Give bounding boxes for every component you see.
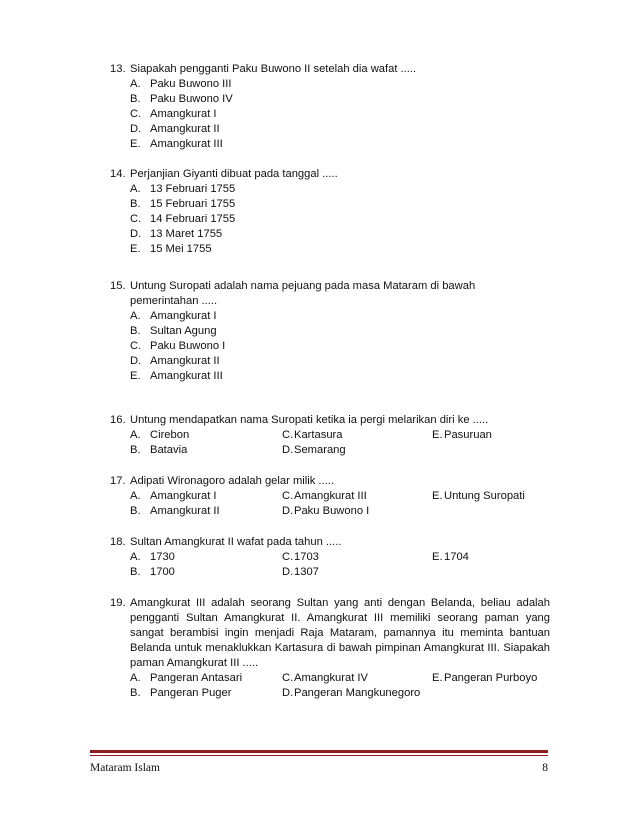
option-b bbox=[130, 565, 282, 580]
option-label: B. bbox=[130, 444, 141, 456]
option-c bbox=[282, 428, 432, 443]
option-label: D. bbox=[282, 687, 294, 699]
option-text: 1704 bbox=[444, 551, 469, 563]
option-text: Amangkurat II bbox=[150, 355, 220, 367]
option-label: C. bbox=[282, 429, 294, 441]
option-label: C. bbox=[282, 551, 294, 563]
option-a bbox=[130, 309, 550, 324]
option-c bbox=[130, 212, 550, 227]
option-text: Kartasura bbox=[294, 429, 343, 441]
option-text: Pangeran Puger bbox=[150, 687, 232, 699]
option-d bbox=[130, 227, 550, 242]
option-text: Amangkurat I bbox=[150, 108, 217, 120]
question-text: Untung mendapatkan nama Suropati ketika ia pergi melarikan diri ke ..... bbox=[130, 414, 489, 426]
option-b bbox=[130, 443, 282, 458]
option-c bbox=[282, 489, 432, 504]
option-e bbox=[432, 489, 562, 504]
question-number: 14. bbox=[110, 168, 126, 180]
option-text: Paku Buwono IV bbox=[150, 93, 233, 105]
option-text: Paku Buwono I bbox=[150, 340, 226, 352]
option-text: Pangeran Purboyo bbox=[444, 672, 538, 684]
option-text: 13 Maret 1755 bbox=[150, 228, 223, 240]
option-label: B. bbox=[130, 325, 141, 337]
option-label: D. bbox=[282, 566, 294, 578]
option-d bbox=[130, 354, 550, 369]
option-text: Amangkurat II bbox=[150, 123, 220, 135]
option-text: 1730 bbox=[150, 551, 175, 563]
question-text: Amangkurat III adalah seorang Sultan yang anti dengan Belanda, beliau adalah pengganti Sultan Amangkurat II. Amangkurat III memiliki seorang paman yang sangat berambisi ingin menjadi Raja Mataram, pamannya itu meminta bantuan Belanda untuk menaklukkan Kartasura di bawah pimpinan Amangkurat III. Siapakah paman Amangkurat III ..... bbox=[130, 597, 550, 669]
question-text: Untung Suropati adalah nama pejuang pada masa Mataram di bawah pemerintahan ..... bbox=[130, 280, 476, 307]
option-b bbox=[130, 686, 282, 701]
option-c bbox=[282, 550, 432, 565]
option-label: E. bbox=[432, 551, 443, 563]
option-label: D. bbox=[130, 228, 142, 240]
question-number: 15. bbox=[110, 280, 126, 292]
option-b bbox=[130, 92, 550, 107]
option-d bbox=[282, 565, 432, 580]
question-13 bbox=[110, 62, 550, 152]
option-c bbox=[282, 671, 432, 686]
option-label: E. bbox=[130, 138, 141, 150]
option-e bbox=[432, 550, 562, 565]
option-text: Sultan Agung bbox=[150, 325, 217, 337]
option-label: A. bbox=[130, 78, 141, 90]
option-text: Amangkurat II bbox=[150, 505, 220, 517]
option-text: Amangkurat IV bbox=[294, 672, 368, 684]
question-text: Sultan Amangkurat II wafat pada tahun ..... bbox=[130, 536, 342, 548]
option-text: Amangkurat III bbox=[150, 138, 223, 150]
option-text: Amangkurat III bbox=[150, 370, 223, 382]
option-b bbox=[130, 324, 550, 339]
option-d bbox=[282, 686, 432, 701]
option-e bbox=[130, 242, 550, 257]
option-label: B. bbox=[130, 566, 141, 578]
option-a bbox=[130, 182, 550, 197]
question-number: 13. bbox=[110, 63, 126, 75]
option-label: C. bbox=[130, 213, 142, 225]
option-label: A. bbox=[130, 490, 141, 502]
option-text: Pangeran Mangkunegoro bbox=[294, 687, 421, 699]
option-e bbox=[130, 369, 550, 384]
option-c bbox=[130, 107, 550, 122]
question-15 bbox=[110, 279, 550, 384]
question-number: 19. bbox=[110, 597, 126, 609]
option-label: E. bbox=[432, 672, 443, 684]
option-d bbox=[282, 443, 432, 458]
option-label: C. bbox=[282, 490, 294, 502]
question-14 bbox=[110, 167, 550, 257]
question-text: Siapakah pengganti Paku Buwono II setelah dia wafat ..... bbox=[130, 63, 417, 75]
option-text: Amangkurat I bbox=[150, 490, 217, 502]
option-a bbox=[130, 77, 550, 92]
option-label: E. bbox=[130, 243, 141, 255]
option-text: Paku Buwono I bbox=[294, 505, 370, 517]
option-d bbox=[282, 504, 432, 519]
option-text: 15 Februari 1755 bbox=[150, 198, 236, 210]
option-e bbox=[432, 428, 562, 443]
option-text: Amangkurat I bbox=[150, 310, 217, 322]
option-label: D. bbox=[130, 355, 142, 367]
option-label: A. bbox=[130, 429, 141, 441]
option-label: B. bbox=[130, 93, 141, 105]
option-d bbox=[130, 122, 550, 137]
question-number: 18. bbox=[110, 536, 126, 548]
option-label: C. bbox=[130, 108, 142, 120]
option-a bbox=[130, 428, 282, 443]
option-label: E. bbox=[130, 370, 141, 382]
option-a bbox=[130, 489, 282, 504]
question-number: 17. bbox=[110, 475, 126, 487]
option-label: C. bbox=[282, 672, 294, 684]
option-a bbox=[130, 671, 282, 686]
question-18 bbox=[110, 535, 550, 580]
option-text: Pangeran Antasari bbox=[150, 672, 243, 684]
option-text: 1703 bbox=[294, 551, 319, 563]
option-a bbox=[130, 550, 282, 565]
option-label: B. bbox=[130, 687, 141, 699]
option-text: 1700 bbox=[150, 566, 175, 578]
option-label: A. bbox=[130, 551, 141, 563]
question-19 bbox=[110, 596, 550, 701]
option-label: B. bbox=[130, 198, 141, 210]
option-b bbox=[130, 504, 282, 519]
question-17 bbox=[110, 474, 550, 519]
option-label: B. bbox=[130, 505, 141, 517]
option-text: Cirebon bbox=[150, 429, 190, 441]
question-text: Perjanjian Giyanti dibuat pada tanggal ..... bbox=[130, 168, 338, 180]
option-text: 13 Februari 1755 bbox=[150, 183, 236, 195]
option-text: Batavia bbox=[150, 444, 188, 456]
option-label: A. bbox=[130, 672, 141, 684]
option-label: E. bbox=[432, 490, 443, 502]
option-text: 14 Februari 1755 bbox=[150, 213, 236, 225]
option-e bbox=[432, 671, 562, 686]
footer-rule-thin bbox=[90, 755, 548, 756]
option-text: Amangkurat III bbox=[294, 490, 367, 502]
option-label: D. bbox=[282, 505, 294, 517]
option-label: D. bbox=[282, 444, 294, 456]
question-text: Adipati Wironagoro adalah gelar milik ..... bbox=[130, 475, 334, 487]
option-label: A. bbox=[130, 310, 141, 322]
footer-title: Mataram Islam bbox=[90, 762, 160, 774]
footer-rule-thick bbox=[90, 750, 548, 753]
option-b bbox=[130, 197, 550, 212]
option-text: 1307 bbox=[294, 566, 319, 578]
question-number: 16. bbox=[110, 414, 126, 426]
option-e bbox=[130, 137, 550, 152]
option-text: Pasuruan bbox=[444, 429, 492, 441]
option-text: Untung Suropati bbox=[444, 490, 525, 502]
option-label: E. bbox=[432, 429, 443, 441]
option-text: 15 Mei 1755 bbox=[150, 243, 212, 255]
option-label: A. bbox=[130, 183, 141, 195]
option-c bbox=[130, 339, 550, 354]
option-text: Semarang bbox=[294, 444, 346, 456]
question-16 bbox=[110, 413, 550, 458]
page-number: 8 bbox=[542, 762, 548, 774]
option-text: Paku Buwono III bbox=[150, 78, 232, 90]
option-label: D. bbox=[130, 123, 142, 135]
option-label: C. bbox=[130, 340, 142, 352]
